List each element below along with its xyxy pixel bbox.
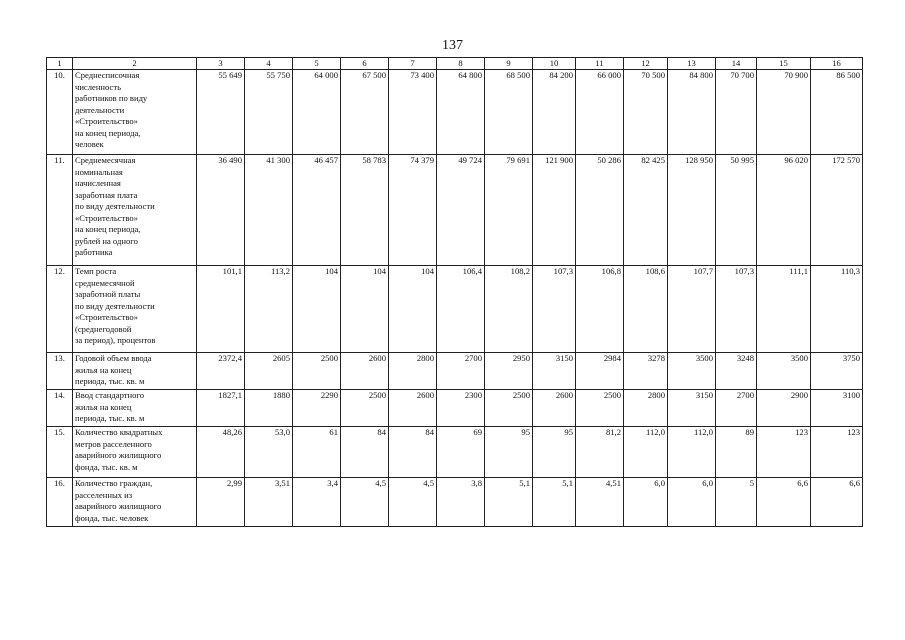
value-cell: 48,26 — [197, 427, 245, 478]
value-cell: 67 500 — [341, 70, 389, 155]
value-cell: 84 — [341, 427, 389, 478]
value-cell: 55 750 — [245, 70, 293, 155]
table-row — [47, 70, 863, 155]
value-cell: 70 500 — [624, 70, 668, 155]
table-row — [47, 390, 863, 427]
value-cell: 112,0 — [668, 427, 716, 478]
table-row — [47, 353, 863, 390]
value-cell: 3248 — [716, 353, 757, 390]
row-number: 11. — [47, 155, 73, 266]
value-cell: 50 286 — [576, 155, 624, 266]
value-cell: 172 570 — [811, 155, 863, 266]
value-cell: 123 — [811, 427, 863, 478]
column-header: 6 — [341, 58, 389, 70]
value-cell: 84 800 — [668, 70, 716, 155]
value-cell: 104 — [341, 266, 389, 353]
column-header: 9 — [485, 58, 533, 70]
value-cell: 4,5 — [341, 478, 389, 527]
value-cell: 128 950 — [668, 155, 716, 266]
value-cell: 6,6 — [811, 478, 863, 527]
value-cell: 1880 — [245, 390, 293, 427]
value-cell: 2500 — [485, 390, 533, 427]
value-cell: 46 457 — [293, 155, 341, 266]
value-cell: 6,0 — [624, 478, 668, 527]
value-cell: 2372,4 — [197, 353, 245, 390]
value-cell: 106,8 — [576, 266, 624, 353]
value-cell: 104 — [389, 266, 437, 353]
value-cell: 2,99 — [197, 478, 245, 527]
value-cell: 73 400 — [389, 70, 437, 155]
row-label: Темп роста среднемесячной заработной платы по виду деятельности «Строительство» (среднегодовой за период), процентов — [73, 266, 197, 353]
value-cell: 112,0 — [624, 427, 668, 478]
value-cell: 107,3 — [716, 266, 757, 353]
value-cell: 3500 — [668, 353, 716, 390]
column-header: 12 — [624, 58, 668, 70]
value-cell: 2700 — [437, 353, 485, 390]
row-number: 16. — [47, 478, 73, 527]
value-cell: 49 724 — [437, 155, 485, 266]
value-cell: 1827,1 — [197, 390, 245, 427]
value-cell: 101,1 — [197, 266, 245, 353]
value-cell: 70 700 — [716, 70, 757, 155]
value-cell: 2800 — [624, 390, 668, 427]
value-cell: 106,4 — [437, 266, 485, 353]
value-cell: 104 — [293, 266, 341, 353]
table-row — [47, 427, 863, 478]
value-cell: 95 — [485, 427, 533, 478]
value-cell: 6,6 — [757, 478, 811, 527]
value-cell: 3150 — [533, 353, 576, 390]
row-label: Количество квадратных метров расселенного аварийного жилищного фонда, тыс. кв. м — [73, 427, 197, 478]
row-number: 14. — [47, 390, 73, 427]
value-cell: 95 — [533, 427, 576, 478]
table-row — [47, 478, 863, 527]
value-cell: 111,1 — [757, 266, 811, 353]
value-cell: 110,3 — [811, 266, 863, 353]
value-cell: 2700 — [716, 390, 757, 427]
value-cell: 2900 — [757, 390, 811, 427]
row-label: Среднесписочная численность работников по виду деятельности «Строительство» на конец периода, человек — [73, 70, 197, 155]
value-cell: 2500 — [576, 390, 624, 427]
row-label: Среднемесячная номинальная начисленная заработная плата по виду деятельности «Строительство» на конец периода, рублей на одного работника — [73, 155, 197, 266]
value-cell: 68 500 — [485, 70, 533, 155]
value-cell: 2600 — [341, 353, 389, 390]
value-cell: 66 000 — [576, 70, 624, 155]
row-label: Годовой объем ввода жилья на конец периода, тыс. кв. м — [73, 353, 197, 390]
value-cell: 2605 — [245, 353, 293, 390]
value-cell: 6,0 — [668, 478, 716, 527]
value-cell: 69 — [437, 427, 485, 478]
value-cell: 2800 — [389, 353, 437, 390]
column-header: 15 — [757, 58, 811, 70]
value-cell: 3150 — [668, 390, 716, 427]
value-cell: 36 490 — [197, 155, 245, 266]
indicator-table — [46, 57, 863, 527]
value-cell: 3,51 — [245, 478, 293, 527]
value-cell: 64 800 — [437, 70, 485, 155]
value-cell: 5,1 — [533, 478, 576, 527]
column-header: 5 — [293, 58, 341, 70]
value-cell: 2600 — [533, 390, 576, 427]
value-cell: 123 — [757, 427, 811, 478]
value-cell: 55 649 — [197, 70, 245, 155]
value-cell: 107,7 — [668, 266, 716, 353]
value-cell: 2500 — [341, 390, 389, 427]
value-cell: 3100 — [811, 390, 863, 427]
column-header: 16 — [811, 58, 863, 70]
value-cell: 41 300 — [245, 155, 293, 266]
value-cell: 2984 — [576, 353, 624, 390]
value-cell: 84 — [389, 427, 437, 478]
value-cell: 58 783 — [341, 155, 389, 266]
column-number-row — [47, 58, 863, 70]
value-cell: 89 — [716, 427, 757, 478]
column-header: 7 — [389, 58, 437, 70]
value-cell: 4,5 — [389, 478, 437, 527]
value-cell: 107,3 — [533, 266, 576, 353]
value-cell: 113,2 — [245, 266, 293, 353]
value-cell: 108,2 — [485, 266, 533, 353]
value-cell: 74 379 — [389, 155, 437, 266]
row-number: 12. — [47, 266, 73, 353]
value-cell: 3,8 — [437, 478, 485, 527]
table-row — [47, 155, 863, 266]
row-number: 15. — [47, 427, 73, 478]
row-label: Ввод стандартного жилья на конец периода, тыс. кв. м — [73, 390, 197, 427]
value-cell: 79 691 — [485, 155, 533, 266]
column-header: 13 — [668, 58, 716, 70]
value-cell: 2290 — [293, 390, 341, 427]
value-cell: 64 000 — [293, 70, 341, 155]
column-header: 1 — [47, 58, 73, 70]
value-cell: 121 900 — [533, 155, 576, 266]
page-number: 137 — [442, 38, 463, 53]
column-header: 11 — [576, 58, 624, 70]
column-header: 2 — [73, 58, 197, 70]
row-label: Количество граждан, расселенных из аварийного жилищного фонда, тыс. человек — [73, 478, 197, 527]
value-cell: 82 425 — [624, 155, 668, 266]
value-cell: 4,51 — [576, 478, 624, 527]
value-cell: 50 995 — [716, 155, 757, 266]
table-row — [47, 266, 863, 353]
value-cell: 108,6 — [624, 266, 668, 353]
value-cell: 3,4 — [293, 478, 341, 527]
column-header: 14 — [716, 58, 757, 70]
value-cell: 3750 — [811, 353, 863, 390]
value-cell: 70 900 — [757, 70, 811, 155]
value-cell: 96 020 — [757, 155, 811, 266]
value-cell: 61 — [293, 427, 341, 478]
column-header: 8 — [437, 58, 485, 70]
value-cell: 81,2 — [576, 427, 624, 478]
column-header: 10 — [533, 58, 576, 70]
column-header: 3 — [197, 58, 245, 70]
value-cell: 84 200 — [533, 70, 576, 155]
value-cell: 2950 — [485, 353, 533, 390]
value-cell: 86 500 — [811, 70, 863, 155]
value-cell: 2500 — [293, 353, 341, 390]
row-number: 10. — [47, 70, 73, 155]
row-number: 13. — [47, 353, 73, 390]
column-header: 4 — [245, 58, 293, 70]
value-cell: 2600 — [389, 390, 437, 427]
value-cell: 3278 — [624, 353, 668, 390]
value-cell: 53,0 — [245, 427, 293, 478]
value-cell: 3500 — [757, 353, 811, 390]
value-cell: 5,1 — [485, 478, 533, 527]
value-cell: 5 — [716, 478, 757, 527]
value-cell: 2300 — [437, 390, 485, 427]
